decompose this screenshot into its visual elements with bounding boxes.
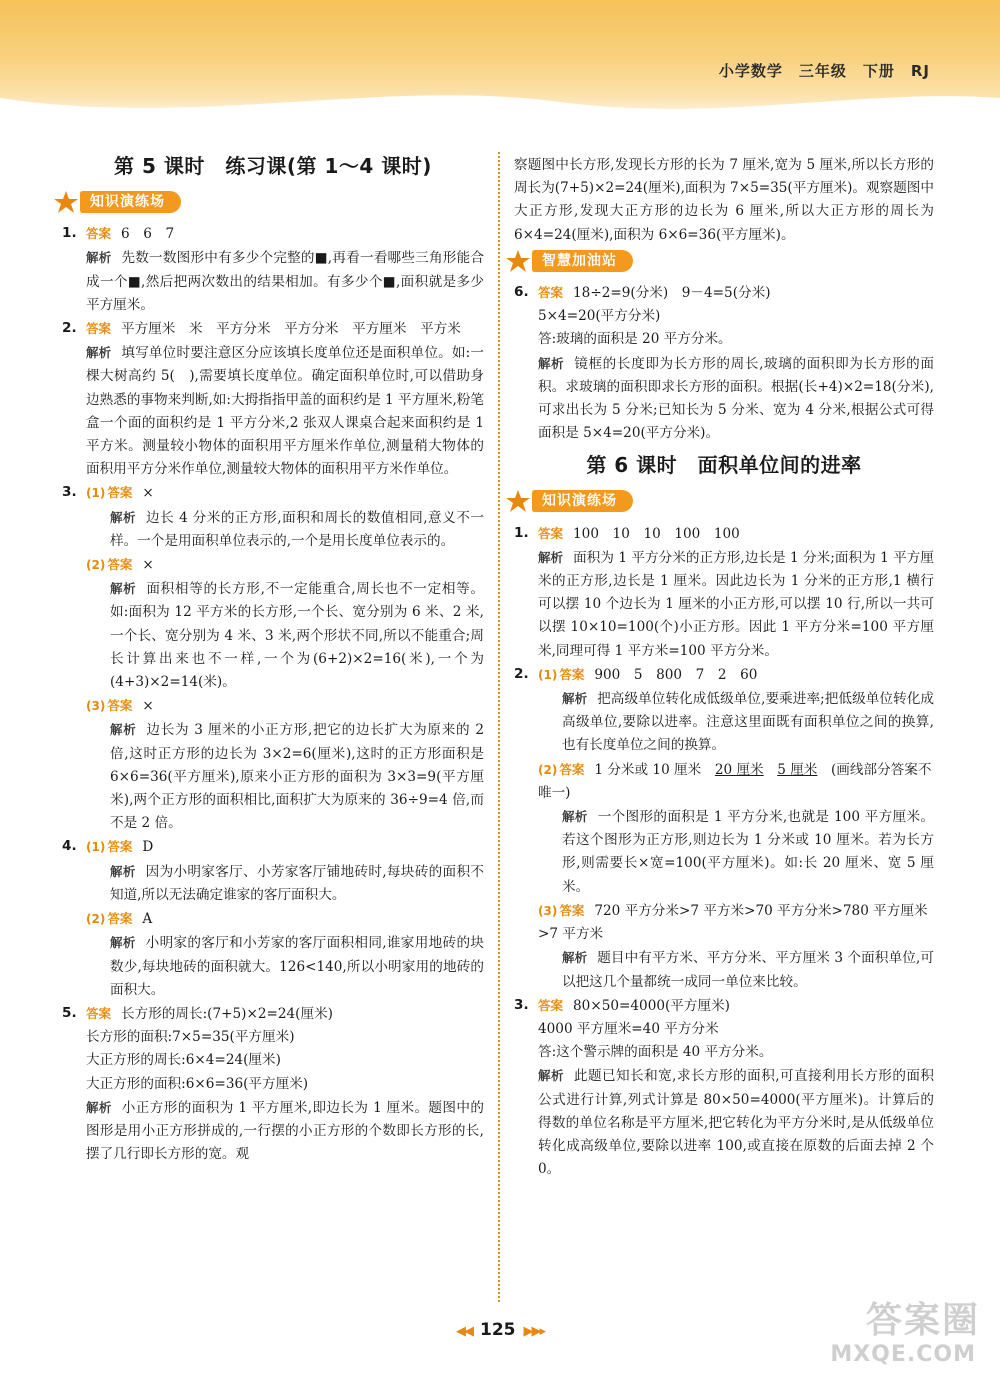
explain-tag: 解析: [110, 722, 137, 738]
explain-tag: 解析: [86, 250, 112, 266]
practice-banner: [506, 489, 633, 513]
explain-tag: 解析: [538, 1068, 564, 1084]
explain-tag: 解析: [562, 950, 588, 966]
sub-label: (1): [86, 840, 106, 855]
answer-tag: 答案: [107, 485, 133, 501]
explain-tag: 解析: [538, 355, 565, 371]
left-arrows-icon: ◀◀: [455, 1324, 472, 1339]
right-question-1: [514, 522, 934, 663]
answer-tag: 答案: [107, 911, 133, 927]
lesson-5-title: 第 5 课时 练习课(第 1～4 课时): [114, 154, 432, 178]
explain-text: 此题已知长和宽,求长方形的面积,可直接利用长方形的面积公式进行计算,列式计算是 80×50=4000(平方厘米)。计算后的得数的单位名称是平方厘米,把它转化为平方分米时,是从低级单位转化成高级单位,要除以进率 100,或直接在原数的后面去掉 2 个 0。: [538, 1068, 934, 1178]
practice-banner-label: 知识演练场: [80, 191, 181, 213]
answer-tag: 答案: [86, 321, 112, 337]
left-column: [62, 150, 484, 1166]
question-number: 3.: [514, 996, 529, 1013]
sub-label: (2): [86, 558, 106, 573]
left-question-5: [62, 1002, 484, 1166]
answer-text: 6 6 7: [121, 226, 175, 243]
answer-tag: 答案: [538, 525, 564, 541]
answer-tag: 答案: [559, 761, 585, 777]
watermark-url: MXQE.COM: [830, 1342, 976, 1367]
answer-text: ×: [142, 485, 154, 502]
answer-text: A: [142, 911, 153, 928]
answer-underlined: 5 厘米: [777, 761, 818, 778]
question-number: 6.: [514, 284, 529, 301]
sub-label: (1): [538, 667, 558, 682]
answer-tag: 答案: [559, 902, 585, 918]
right-question-6: [514, 281, 934, 445]
sub-label: (2): [86, 912, 106, 927]
answer-line: 5×4=20(平方分米): [538, 308, 661, 325]
boost-banner: [506, 249, 633, 273]
question-number: 2.: [514, 665, 529, 682]
answer-note: (画线部分答案不唯一): [538, 761, 932, 801]
answer-line: 答:玻璃的面积是 20 平方分米。: [538, 331, 732, 348]
left-question-1: [62, 222, 484, 317]
explain-text: 填写单位时要注意区分应该填长度单位还是面积单位。如:一棵大树高约 5( ),需要填长度单位。确定面积单位时,可以借助身边熟悉的事物来判断,如:大拇指指甲盖的面积约是 1 平方厘米,粉笔盒一个面的面积约是 1 平方分米,2 张双人课桌合起来面积约是 1 平方米。测量较小物体的面积用平方厘米作单位,测量稍大物体的面积用平方分米作单位,测量较大物体的面积用平方米作单位。: [86, 345, 484, 478]
watermark: [796, 1292, 986, 1372]
question-number: 3.: [62, 484, 77, 501]
column-divider: [498, 152, 500, 1302]
question-number: 4.: [62, 838, 77, 855]
question-number: 2.: [62, 320, 77, 337]
explain-tag: 解析: [110, 581, 137, 597]
answer-line: 大正方形的周长:6×4=24(厘米): [86, 1052, 281, 1069]
q5-explain-continued: 察题图中长方形,发现长方形的长为 7 厘米,宽为 5 厘米,所以长方形的周长为(7+5)×2=24(厘米),面积为 7×5=35(平方厘米)。观察题图中大正方形,发现大正方形的边长为 6 厘米,所以大正方形的周长为 6×4=24(厘米),面积为 6×6=36(平方厘米)。: [514, 157, 934, 243]
explain-text: 边长 4 分米的正方形,面积和周长的数值相同,意义不一样。一个是用面积单位表示的,一个是用长度单位表示的。: [110, 509, 484, 549]
boost-banner-label: 智慧加油站: [532, 250, 633, 272]
explain-text: 面积为 1 平方分米的正方形,边长是 1 分米;面积为 1 平方厘米的正方形,边长是 1 厘米。因此边长为 1 分米的正方形,1 横行可以摆 10 个边长为 1 厘米的小正方形,可以摆 10 行,所以一共可以摆 10×10=100(个)小正方形。因此 1 平方分米=100 平方厘米,同理可得 1 平方米=100 平方分米。: [538, 549, 934, 659]
answer-tag: 答案: [538, 997, 564, 1013]
answer-text: ×: [142, 698, 154, 715]
answer-tag: 答案: [538, 285, 564, 301]
practice-banner: [54, 190, 181, 214]
answer-underlined: 20 厘米: [714, 761, 764, 778]
explain-text: 面积相等的长方形,不一定能重合,周长也不一定相等。如:面积为 12 平方米的长方形,一个长、宽分别为 6 米、2 米,一个长、宽分别为 4 米、3 米,两个形状不同,所以不能重合;周长计算出来也不一样,一个为(6+2)×2=16(米),一个为(4+3)×2=14(米)。: [110, 581, 484, 691]
sub-label: (3): [86, 699, 106, 714]
answer-text: 长方形的周长:(7+5)×2=24(厘米): [121, 1005, 333, 1022]
explain-tag: 解析: [562, 809, 588, 825]
watermark-title: 答案圈: [865, 1300, 980, 1341]
header-band: [0, 0, 1000, 128]
explain-text: 镜框的长度即为长方形的周长,玻璃的面积即为长方形的面积。求玻璃的面积即求长方形的面积。根据(长+4)×2=18(分米),可求出长为 5 分米;已知长为 5 分米、宽为 4 分米,根据公式可得面积是 5×4=20(平方分米)。: [538, 355, 934, 442]
answer-tag: 答案: [86, 226, 112, 242]
explain-tag: 解析: [110, 509, 137, 525]
header-book-label: 小学数学 三年级 下册 RJ: [718, 62, 930, 80]
explain-tag: 解析: [538, 549, 564, 565]
answer-tag: 答案: [559, 666, 585, 682]
explain-tag: 解析: [86, 345, 112, 361]
answer-text: 18÷2=9(分米) 9－4=5(分米): [573, 285, 771, 302]
question-number: 1.: [62, 225, 77, 242]
explain-text: 因为小明家客厅、小芳家客厅铺地砖时,每块砖的面积不知道,所以无法确定谁家的客厅面积大。: [110, 863, 484, 903]
explain-tag: 解析: [110, 863, 136, 879]
right-question-3: [514, 994, 934, 1182]
right-question-2: [514, 663, 934, 994]
answer-text: 1 分米或 10 厘米: [594, 761, 702, 778]
answer-text: 720 平方分米>7 平方米>70 平方分米>780 平方厘米>7 平方米: [538, 902, 928, 943]
explain-text: 把高级单位转化成低级单位,要乘进率;把低级单位转化成高级单位,要除以进率。注意这里面既有面积单位之间的换算,也有长度单位之间的换算。: [562, 691, 934, 754]
explain-tag: 解析: [562, 691, 588, 707]
right-arrows-icon: ▶▶▸: [523, 1324, 545, 1339]
answer-text: 900 5 800 7 2 60: [594, 666, 758, 683]
practice-banner-label: 知识演练场: [532, 490, 633, 512]
answer-text: ×: [142, 557, 154, 574]
left-question-2: [62, 317, 484, 481]
explain-text: 一个图形的面积是 1 平方分米,也就是 100 平方厘米。若这个图形为正方形,则边长为 1 分米或 10 厘米。若为长方形,则需要长×宽=100(平方厘米)。如:长 20 厘米、宽 5 厘米。: [562, 809, 934, 895]
answer-tag: 答案: [107, 698, 133, 714]
answer-text: D: [142, 839, 154, 856]
lesson-6-title: 第 6 课时 面积单位间的进率: [586, 453, 862, 478]
answer-line: 长方形的面积:7×5=35(平方厘米): [86, 1029, 295, 1046]
answer-tag: 答案: [107, 839, 133, 855]
sub-label: (1): [86, 486, 106, 501]
answer-text: 100 10 10 100 100: [573, 525, 740, 542]
left-question-3: [62, 481, 484, 835]
explain-text: 小正方形的面积为 1 平方厘米,即边长为 1 厘米。题图中的图形是用小正方形拼成的,一行摆的小正方形的个数即长方形的长,摆了几行即长方形的宽。观: [86, 1099, 484, 1163]
sub-label: (3): [538, 903, 558, 918]
answer-line: 大正方形的面积:6×6=36(平方厘米): [86, 1075, 309, 1092]
explain-text: 题目中有平方米、平方分米、平方厘米 3 个面积单位,可以把这几个量都统一成同一单位来比较。: [562, 950, 934, 990]
right-column: [514, 154, 934, 1181]
explain-text: 小明家的客厅和小芳家的客厅面积相同,谁家用地砖的块数少,每块地砖的面积就大。126<140,所以小明家用的地砖的面积大。: [110, 935, 484, 998]
explain-text: 边长为 3 厘米的小正方形,把它的边长扩大为原来的 2 倍,这时正方形的边长为 3×2=6(厘米),这时的正方形面积是 6×6=36(平方厘米),原来小正方形的面积为 3×3=9(平方厘米),两个正方形的面积相比,面积扩大为原来的 36÷9=4 倍,而不是 2 倍。: [110, 722, 484, 832]
answer-tag: 答案: [107, 557, 133, 573]
explain-text: 先数一数图形中有多少个完整的■,再看一看哪些三角形能合成一个■,然后把两次数出的结果相加。有多少个■,面积就是多少平方厘米。: [86, 250, 484, 313]
question-number: 1.: [514, 524, 529, 541]
sub-label: (2): [538, 762, 558, 777]
explain-tag: 解析: [86, 1099, 112, 1115]
page-number: 125: [479, 1320, 516, 1340]
answer-line: 4000 平方厘米=40 平方分米: [538, 1020, 719, 1037]
left-question-4: [62, 835, 484, 1001]
question-number: 5.: [62, 1004, 77, 1021]
answer-tag: 答案: [86, 1005, 112, 1021]
answer-text: 平方厘米 米 平方分米 平方分米 平方厘米 平方米: [121, 321, 461, 338]
answer-line: 答:这个警示牌的面积是 40 平方分米。: [538, 1044, 773, 1061]
explain-tag: 解析: [110, 935, 136, 951]
answer-text: 80×50=4000(平方厘米): [573, 997, 730, 1014]
